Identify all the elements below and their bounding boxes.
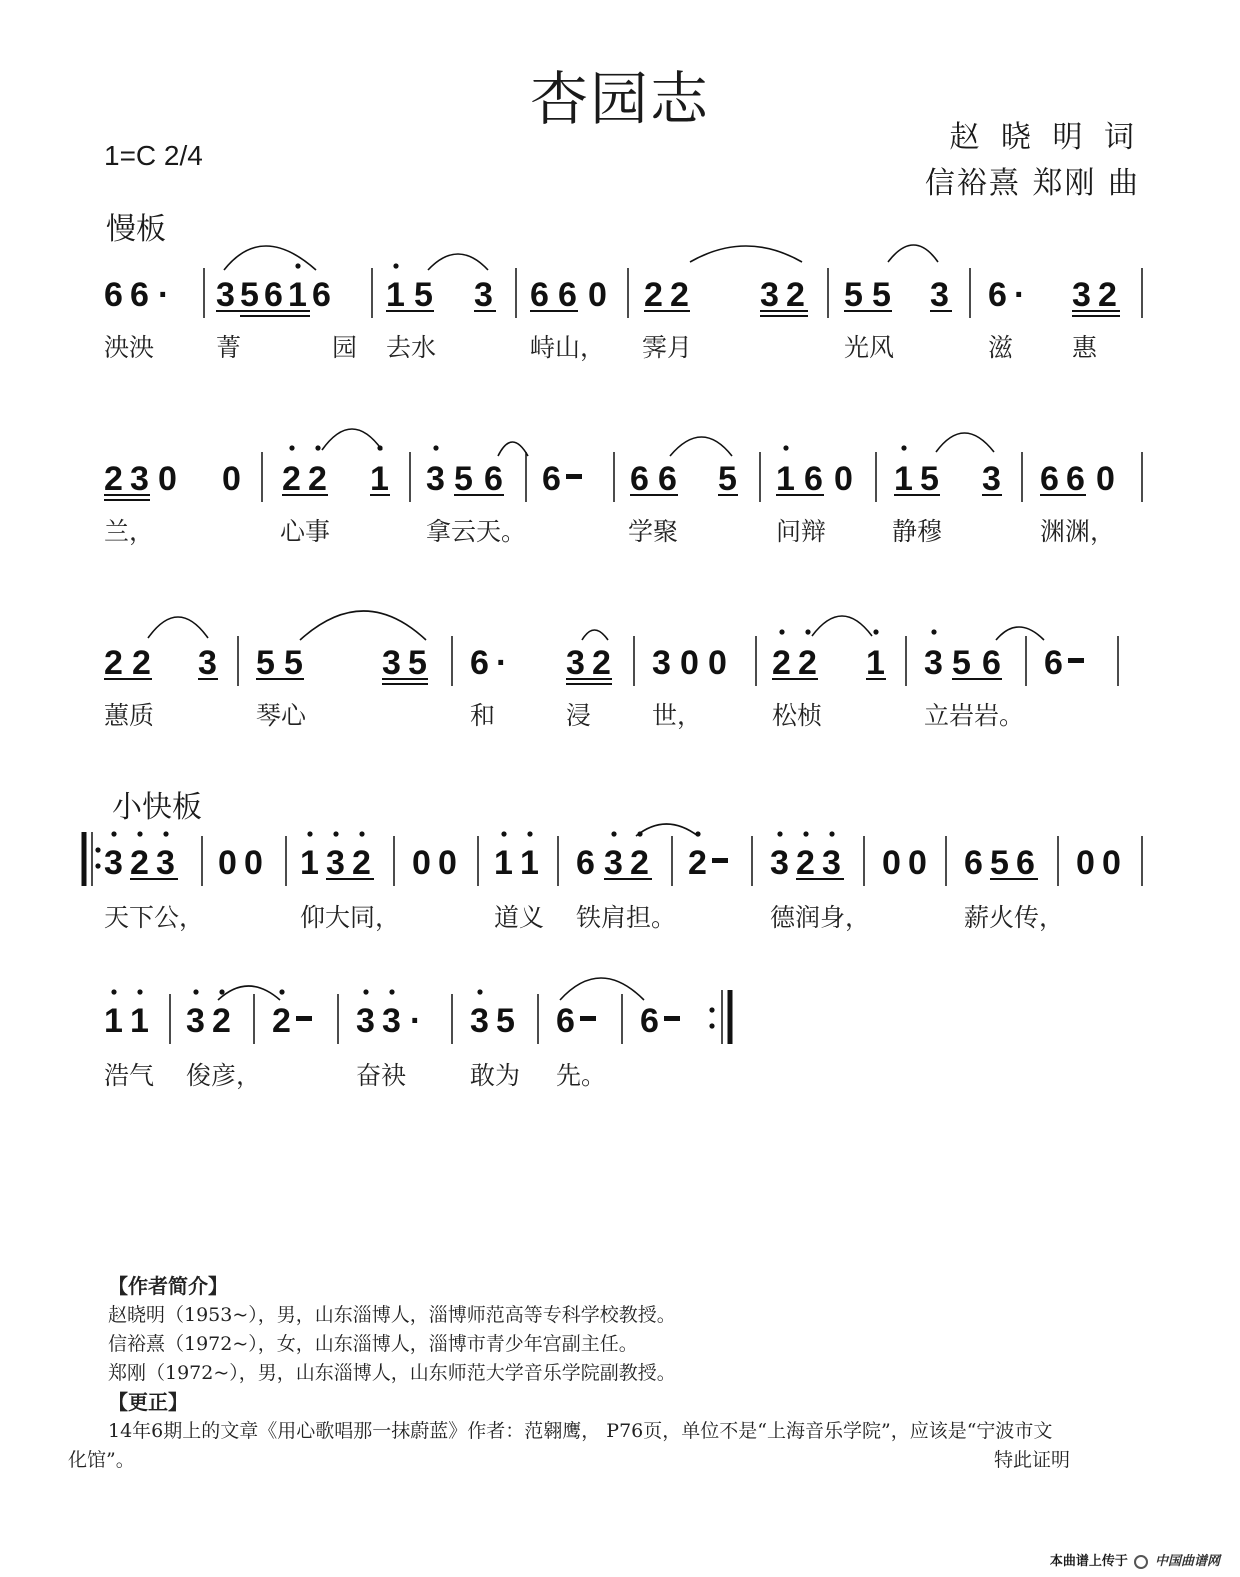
svg-text:3: 3: [652, 644, 671, 682]
svg-text:3: 3: [474, 276, 493, 314]
lyric: 德润身，: [770, 903, 871, 932]
svg-text:2: 2: [282, 460, 301, 498]
lyric: 仰大同，: [300, 903, 401, 932]
svg-text:2: 2: [798, 644, 817, 682]
svg-text:·: ·: [1014, 276, 1026, 314]
svg-text:2: 2: [630, 844, 649, 882]
svg-text:3: 3: [356, 1002, 375, 1040]
svg-text:1: 1: [370, 460, 389, 498]
svg-text:6: 6: [988, 276, 1007, 314]
lyric: 世，: [652, 701, 703, 730]
svg-text:1: 1: [866, 644, 885, 682]
lyric: 兰，: [104, 517, 155, 546]
svg-text:5: 5: [454, 460, 473, 498]
svg-text:3: 3: [604, 844, 623, 882]
author-line: 信裕熹（1972~），女，山东淄博人，淄博市青少年宫副主任。: [108, 1333, 638, 1355]
notation-line-1: 6: [0, 0, 1, 1]
svg-text:0: 0: [1076, 844, 1095, 882]
site-logo-icon: [1134, 1555, 1148, 1569]
svg-text:5: 5: [718, 460, 737, 498]
svg-text:3: 3: [198, 644, 217, 682]
svg-text:6: 6: [542, 460, 561, 498]
lyric: 菁: [216, 333, 242, 362]
svg-text:6: 6: [804, 460, 823, 498]
lyric: 拿云天。: [426, 517, 527, 546]
svg-text:5: 5: [284, 644, 303, 682]
lyric: 和: [470, 701, 496, 730]
svg-text:1: 1: [104, 1002, 123, 1040]
footer-credit: [1050, 1550, 1220, 1569]
svg-text:3: 3: [216, 276, 235, 314]
svg-text:1: 1: [288, 276, 307, 314]
svg-text:5: 5: [496, 1002, 515, 1040]
lyric: 问辩: [776, 517, 827, 546]
lyric: 立岩岩。: [924, 701, 1025, 730]
lyric: 光风: [844, 333, 895, 362]
svg-text:·: ·: [496, 644, 508, 682]
svg-text:5: 5: [952, 644, 971, 682]
svg-text:6: 6: [130, 276, 149, 314]
lyric: 去水: [386, 333, 437, 362]
svg-text:2: 2: [104, 460, 123, 498]
svg-text:6: 6: [470, 644, 489, 682]
lyric: 铁肩担。: [576, 903, 677, 932]
lyric: 滋: [988, 333, 1014, 362]
svg-text:1: 1: [494, 844, 513, 882]
svg-text:3: 3: [156, 844, 175, 882]
song-title: 杏园志: [529, 65, 710, 133]
lyric: 浩气: [104, 1061, 155, 1090]
svg-text:6: 6: [630, 460, 649, 498]
lyric: 静穆: [892, 517, 943, 546]
svg-text:3: 3: [130, 460, 149, 498]
svg-text:0: 0: [834, 460, 853, 498]
svg-text:6: 6: [658, 460, 677, 498]
lyric: 园: [332, 333, 358, 362]
key-signature: 1=C 2/4: [104, 140, 203, 171]
lyric: 奋袂: [356, 1061, 407, 1090]
svg-text:0: 0: [1102, 844, 1121, 882]
footer-site[interactable]: 中国曲谱网: [1154, 1554, 1220, 1569]
svg-text:6: 6: [484, 460, 503, 498]
correction-heading: 【更正】: [108, 1390, 188, 1414]
correction-text: 14年6期上的文章《用心歌唱那一抹蔚蓝》作者：范翱鹰， P76页，单位不是“上海音乐学院”，应该是“宁波市文: [108, 1420, 1053, 1442]
svg-text:6: 6: [1040, 460, 1059, 498]
svg-text:1: 1: [300, 844, 319, 882]
svg-text:0: 0: [882, 844, 901, 882]
svg-text:0: 0: [680, 644, 699, 682]
lyric: 道义: [494, 903, 545, 932]
lyric: 霁月: [642, 333, 693, 362]
svg-text:5: 5: [990, 844, 1009, 882]
svg-text:5: 5: [414, 276, 433, 314]
svg-text:5: 5: [256, 644, 275, 682]
correction-text-cont: 化馆”。: [68, 1449, 135, 1471]
svg-text:3: 3: [1072, 276, 1091, 314]
lyric: 琴心: [256, 701, 307, 730]
svg-text:3: 3: [566, 644, 585, 682]
svg-text:1: 1: [520, 844, 539, 882]
lyric: 薪火传，: [964, 903, 1065, 932]
svg-text:1: 1: [776, 460, 795, 498]
svg-text:2: 2: [130, 844, 149, 882]
composer-credit: 信裕熹 郑刚 曲: [924, 166, 1140, 201]
svg-text:0: 0: [412, 844, 431, 882]
svg-text:0: 0: [218, 844, 237, 882]
author-line: 赵晓明（1953~），男，山东淄博人，淄博师范高等专科学校教授。: [108, 1304, 676, 1326]
lyric: 惠: [1072, 333, 1098, 362]
lyric: 浸: [566, 701, 592, 730]
svg-text:2: 2: [272, 1002, 291, 1040]
svg-text:2: 2: [796, 844, 815, 882]
svg-text:6: 6: [1016, 844, 1035, 882]
svg-text:5: 5: [844, 276, 863, 314]
lyric: 天下公，: [104, 903, 205, 932]
svg-text:0: 0: [222, 460, 241, 498]
svg-text:6: 6: [530, 276, 549, 314]
svg-text:6: 6: [312, 276, 331, 314]
svg-text:3: 3: [470, 1002, 489, 1040]
svg-text:6: 6: [558, 276, 577, 314]
lyric: 俊彦，: [186, 1061, 262, 1090]
svg-text:2: 2: [132, 644, 151, 682]
svg-text:6: 6: [576, 844, 595, 882]
svg-text:6: 6: [104, 276, 123, 314]
lyric: 松桢: [772, 701, 823, 730]
svg-text:2: 2: [688, 844, 707, 882]
svg-text:6: 6: [964, 844, 983, 882]
svg-text:3: 3: [426, 460, 445, 498]
svg-text:·: ·: [410, 1002, 422, 1040]
lyric: 先。: [556, 1061, 607, 1090]
svg-text:2: 2: [644, 276, 663, 314]
score-line-1-notes: [104, 276, 1120, 316]
svg-text:2: 2: [212, 1002, 231, 1040]
tempo-marking-slow: 慢板: [106, 212, 166, 247]
svg-text:0: 0: [244, 844, 263, 882]
svg-text:2: 2: [772, 644, 791, 682]
svg-text:0: 0: [588, 276, 607, 314]
author-line: 郑刚（1972~），男，山东淄博人，山东师范大学音乐学院副教授。: [108, 1362, 676, 1384]
svg-text:2: 2: [308, 460, 327, 498]
svg-text:6: 6: [1066, 460, 1085, 498]
lyric: 渊渊，: [1040, 517, 1116, 546]
svg-text:6: 6: [640, 1002, 659, 1040]
lyric: 峙山，: [530, 333, 606, 362]
svg-text:2: 2: [592, 644, 611, 682]
svg-text:0: 0: [908, 844, 927, 882]
svg-text:5: 5: [920, 460, 939, 498]
svg-text:0: 0: [708, 644, 727, 682]
svg-text:3: 3: [982, 460, 1001, 498]
svg-text:3: 3: [760, 276, 779, 314]
svg-text:5: 5: [240, 276, 259, 314]
correction-sign: 特此证明: [994, 1449, 1071, 1471]
svg-text:1: 1: [386, 276, 405, 314]
svg-text:·: ·: [158, 276, 170, 314]
svg-text:6: 6: [556, 1002, 575, 1040]
lyric: 心事: [280, 517, 331, 546]
svg-text:2: 2: [670, 276, 689, 314]
lyric: 泱泱: [104, 333, 155, 362]
svg-text:5: 5: [872, 276, 891, 314]
svg-text:3: 3: [822, 844, 841, 882]
svg-text:3: 3: [924, 644, 943, 682]
svg-text:2: 2: [104, 644, 123, 682]
svg-text:0: 0: [158, 460, 177, 498]
lyric: 学聚: [628, 517, 679, 546]
svg-text:1: 1: [894, 460, 913, 498]
author-heading: 【作者简介】: [108, 1274, 228, 1298]
svg-text:5: 5: [408, 644, 427, 682]
lyricist-credit: 赵 晓 明 词: [949, 120, 1140, 155]
svg-text:2: 2: [1098, 276, 1117, 314]
svg-text:3: 3: [186, 1002, 205, 1040]
svg-text:0: 0: [438, 844, 457, 882]
svg-text:3: 3: [104, 844, 123, 882]
svg-text:2: 2: [786, 276, 805, 314]
svg-text:6: 6: [982, 644, 1001, 682]
svg-text:3: 3: [326, 844, 345, 882]
lyric: 敢为: [470, 1061, 521, 1090]
svg-text:3: 3: [770, 844, 789, 882]
svg-text:3: 3: [930, 276, 949, 314]
svg-text:2: 2: [352, 844, 371, 882]
svg-text:6: 6: [264, 276, 283, 314]
svg-text:1: 1: [130, 1002, 149, 1040]
lyric: 蕙质: [104, 701, 155, 730]
svg-text:3: 3: [382, 1002, 401, 1040]
svg-text:6: 6: [1044, 644, 1063, 682]
notes-section: [68, 1272, 1168, 1475]
svg-text:3: 3: [382, 644, 401, 682]
svg-text:0: 0: [1096, 460, 1115, 498]
footer-text: 本曲谱上传于: [1049, 1554, 1128, 1569]
tempo-marking-allegretto: 小快板: [112, 790, 202, 825]
